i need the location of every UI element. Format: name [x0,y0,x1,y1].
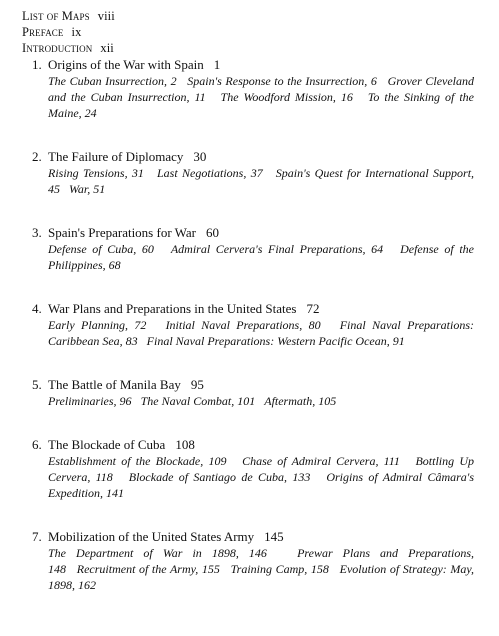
chapter-3 [22,225,474,273]
section-entry: Bottling Up Cervera, 118 [48,454,475,484]
chapter-number: 7. [32,529,42,544]
section-entry: Grover Cleveland and the Cuban Insurrection, 11 [48,74,475,104]
section-entry: Spain's Quest for International Support, 45 [48,166,475,196]
chapter-page: 1 [213,57,221,72]
section-entry: Establishment of the Blockade, 109 [48,454,227,468]
chapter-number: 2. [32,149,42,164]
chapter-2 [22,149,474,197]
chapter-number: 1. [32,57,42,72]
section-entry: Evolution of Strategy: May, 1898, 162 [48,562,475,592]
chapter-number: 6. [32,437,42,452]
section-entry: Spain's Response to the Insurrection, 6 [187,74,377,88]
section-entry: Final Naval Preparations: Western Pacific Ocean, 91 [146,334,405,348]
chapter-number: 4. [32,301,42,316]
section-entry: Prewar Plans and Preparations, 148 [48,546,475,576]
chapter-page: 60 [206,225,219,240]
front-matter-list-of-maps [22,8,474,24]
section-entry: Training Camp, 158 [230,562,329,576]
front-matter-preface [22,24,474,40]
section-entry: Chase of Admiral Cervera, 111 [242,454,400,468]
chapter-1 [22,57,474,121]
chapter-title: Origins of the War with Spain [48,57,204,72]
chapter-sections [48,317,474,349]
chapter-page: 30 [193,149,207,164]
chapter-6 [22,437,474,501]
section-entry: Admiral Cervera's Final Preparations, 64 [170,242,384,256]
section-entry: Aftermath, 105 [264,394,337,408]
chapter-sections [48,165,474,197]
chapter-heading [32,437,474,453]
chapter-4 [22,301,474,349]
section-entry: The Woodford Mission, 16 [220,90,353,104]
chapter-sections [48,73,474,121]
chapter-page: 145 [264,529,284,544]
chapter-sections [48,545,474,593]
section-entry: The Department of War in 1898, 146 [48,546,267,560]
section-entry: Defense of the Philippines, 68 [48,242,475,272]
front-matter-introduction [22,40,474,56]
section-entry: Preliminaries, 96 [48,394,132,408]
chapter-title: The Failure of Diplomacy [48,149,184,164]
chapter-5 [22,377,474,409]
section-entry: The Naval Combat, 101 [140,394,256,408]
section-entry: War, 51 [69,182,106,196]
section-entry: Defense of Cuba, 60 [48,242,154,256]
section-entry: Blockade of Santiago de Cuba, 133 [128,470,311,484]
chapter-title: Mobilization of the United States Army [48,529,255,544]
chapter-title: The Battle of Manila Bay [48,377,181,392]
chapter-page: 108 [175,437,195,452]
section-entry: The Cuban Insurrection, 2 [48,74,177,88]
chapter-heading [32,57,474,73]
section-entry: Early Planning, 72 [48,318,147,332]
chapter-7 [22,529,474,593]
section-entry: Origins of Admiral Câmara's Expedition, 141 [48,470,475,500]
chapter-heading [32,529,474,545]
table-of-contents [22,8,474,593]
chapter-heading [32,377,474,393]
chapter-number: 5. [32,377,42,392]
chapter-title: The Blockade of Cuba [48,437,166,452]
chapter-title: War Plans and Preparations in the United States [48,301,297,316]
section-entry: Recruitment of the Army, 155 [76,562,220,576]
front-matter-page: viii [97,9,115,23]
front-matter-page: ix [71,25,82,39]
front-matter-label: List of Maps [22,9,90,23]
chapter-page: 95 [190,377,204,392]
chapter-title: Spain's Preparations for War [48,225,196,240]
section-entry: To the Sinking of the Maine, 24 [48,90,474,120]
chapter-heading [32,149,474,165]
chapter-heading [32,301,474,317]
front-matter-label: Introduction [22,41,93,55]
chapter-sections [48,241,474,273]
section-entry: Final Naval Preparations: Caribbean Sea, 83 [48,318,475,348]
chapter-sections [48,453,474,501]
chapter-heading [32,225,474,241]
chapter-number: 3. [32,225,42,240]
front-matter-page: xii [100,41,114,55]
front-matter [22,8,474,56]
section-entry: Rising Tensions, 31 [48,166,144,180]
section-entry: Initial Naval Preparations, 80 [165,318,321,332]
front-matter-label: Preface [22,25,64,39]
chapter-page: 72 [306,301,320,316]
chapter-sections [48,393,474,409]
section-entry: Last Negotiations, 37 [156,166,263,180]
